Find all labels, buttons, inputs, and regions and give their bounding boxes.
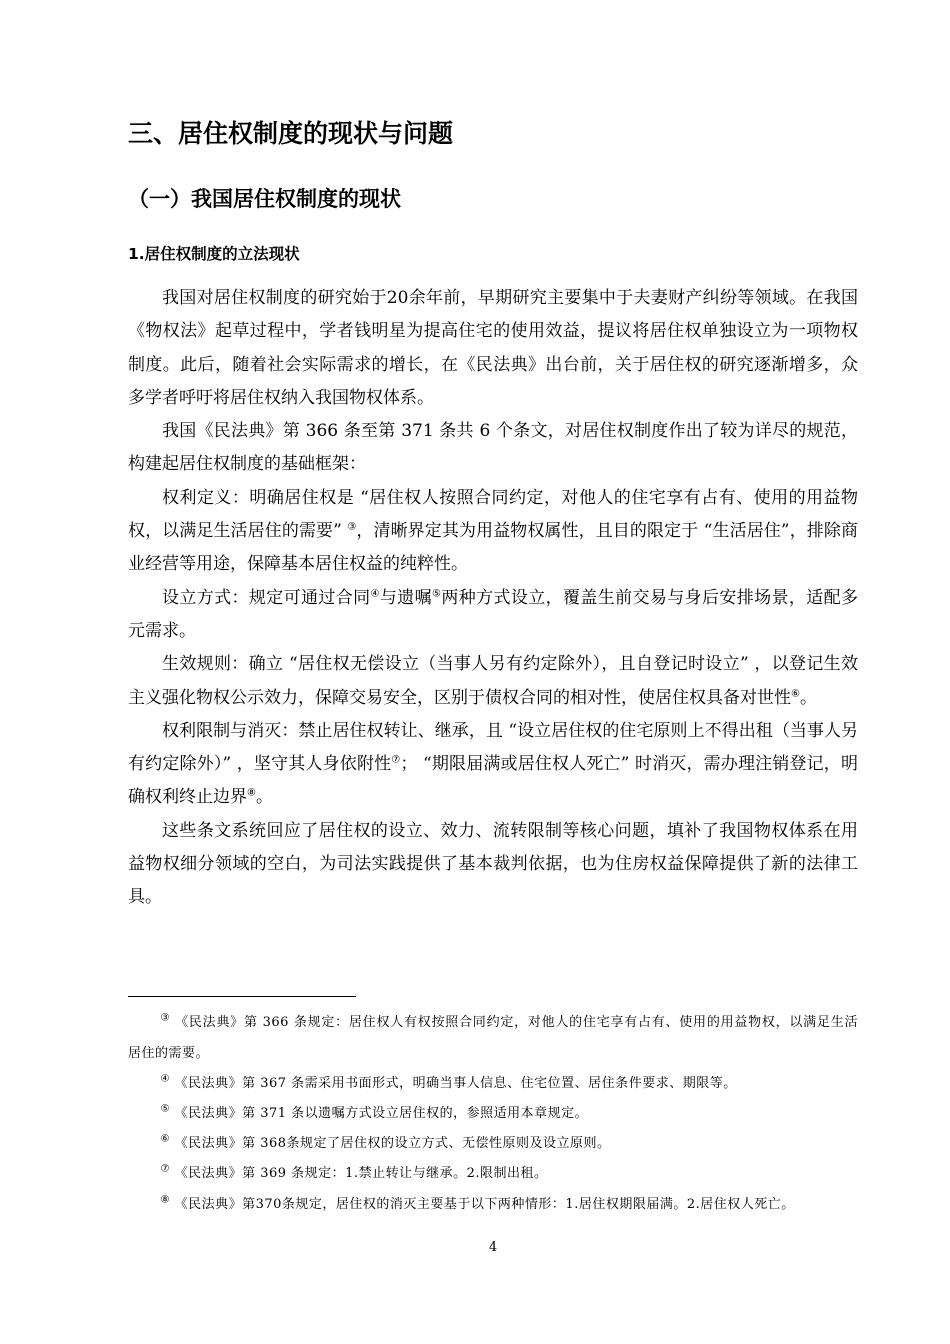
footnote-6: [128, 1129, 858, 1159]
footnote-mark: ⑤: [160, 1103, 170, 1115]
text-segment: 权利定义：明确居住权是 “居住权人按照合同约定，对他人的住宅享有占有、使用的用益物权，以满足生活居住的需要”: [128, 487, 858, 542]
text-segment: 与遗嘱: [379, 587, 433, 608]
text-segment: 。: [255, 787, 273, 808]
subsection-heading: （一）我国居住权制度的现状: [128, 187, 401, 211]
text-segment: 生效规则：确立 “居住权无偿设立（当事人另有约定除外），且自登记时设立” ，以登记生效主义强化物权公示效力，保障交易安全，区别于债权合同的相对性，使居住权具备对世性: [128, 654, 858, 708]
footnote-ref-7[interactable]: ⑦: [391, 754, 401, 766]
footnote-text: 《民法典》第 371 条以遗嘱方式设立居住权的，参照适用本章规定。: [174, 1106, 589, 1121]
paragraph-effectiveness-rule: [128, 648, 858, 715]
sub-subsection-heading: 1.居住权制度的立法现状: [128, 245, 300, 263]
footnote-text: 《民法典》第 369 条规定：1.禁止转让与继承。2.限制出租。: [174, 1166, 548, 1181]
paragraph-restriction-extinction: [128, 715, 858, 815]
footnote-mark: ⑥: [160, 1133, 170, 1145]
footnote-mark: ④: [160, 1073, 170, 1085]
text-segment: 设立方式：规定可通过合同: [162, 587, 371, 608]
footnote-ref-4[interactable]: ④: [370, 588, 380, 600]
paragraph-establishment-method: [128, 582, 858, 649]
footnote-mark: ⑧: [160, 1194, 170, 1206]
footnote-mark: ⑦: [160, 1163, 170, 1175]
footnote-text: 《民法典》第370条规定，居住权的消灭主要基于以下两种情形：1.居住权期限届满。2.居住权人死亡。: [174, 1197, 795, 1212]
footnote-text: 《民法典》第 367 条需采用书面形式，明确当事人信息、住宅位置、居住条件要求、期限等。: [174, 1076, 737, 1091]
footnote-4: [128, 1069, 858, 1099]
page-number: 4: [488, 1240, 498, 1255]
document-page: [128, 0, 858, 1344]
footnote-text: 《民法典》第 366 条规定：居住权人有权按照合同约定，对他人的住宅享有占有、使用的用益物权，以满足生活居住的需要。: [128, 1015, 858, 1061]
footnote-ref-5[interactable]: ⑤: [432, 588, 442, 600]
footnote-7: [128, 1159, 858, 1189]
paragraph-research-history: 我国对居住权制度的研究始于20余年前，早期研究主要集中于夫妻财产纠纷等领域。在我国《物权法》起草过程中，学者钱明星为提高住宅的使用效益，提议将居住权单独设立为一项物权制度。此后，随着社会实际需求的增长，在《民法典》出台前，关于居住权的研究逐渐增多，众多学者呼吁将居住权纳入我国物权体系。: [128, 288, 858, 408]
paragraph-summary: 这些条文系统回应了居住权的设立、效力、流转限制等核心问题，填补了我国物权体系在用益物权细分领域的空白，为司法实践提供了基本裁判依据，也为住房权益保障提供了新的法律工具。: [128, 820, 858, 908]
section-heading: 三、居住权制度的现状与问题: [128, 119, 454, 148]
paragraph-right-definition: [128, 482, 858, 582]
footnote-5: [128, 1099, 858, 1129]
footnote-ref-3[interactable]: ③: [347, 521, 357, 533]
text-segment: 。: [799, 687, 817, 708]
footnote-mark: ③: [160, 1012, 171, 1024]
text-segment: 两种方式设立，覆盖生前交易与身后安排场景，适配多元需求。: [128, 587, 859, 641]
footnote-separator: [128, 996, 356, 997]
footnote-ref-6[interactable]: ⑥: [791, 687, 800, 699]
footnote-text: 《民法典》第 368条规定了居住权的设立方式、无偿性原则及设立原则。: [174, 1136, 611, 1151]
footnotes: [128, 1007, 858, 1220]
footnote-3: [128, 1007, 858, 1069]
footnote-ref-8[interactable]: ⑧: [247, 787, 256, 799]
text-segment: ； “期限届满或居住权人死亡” 时消灭，需办理注销登记，明确权利终止边界: [128, 754, 858, 808]
text-segment: 权利限制与消灭：禁止居住权转让、继承，且 “设立居住权的住宅原则上不得出租（当事人另有约定除外）” ，坚守其人身依附性: [128, 720, 858, 775]
text-segment: ，清晰界定其为用益物权属性，且目的限定于 “生活居住”，排除商业经营等用途，保障基本居住权益的纯粹性。: [128, 521, 858, 575]
paragraph-civil-code-overview: 我国《民法典》第 366 条至第 371 条共 6 个条文，对居住权制度作出了较为详尽的规范，构建起居住权制度的基础框架：: [128, 421, 858, 475]
body-text: [128, 282, 858, 915]
footnote-8: [128, 1189, 858, 1220]
